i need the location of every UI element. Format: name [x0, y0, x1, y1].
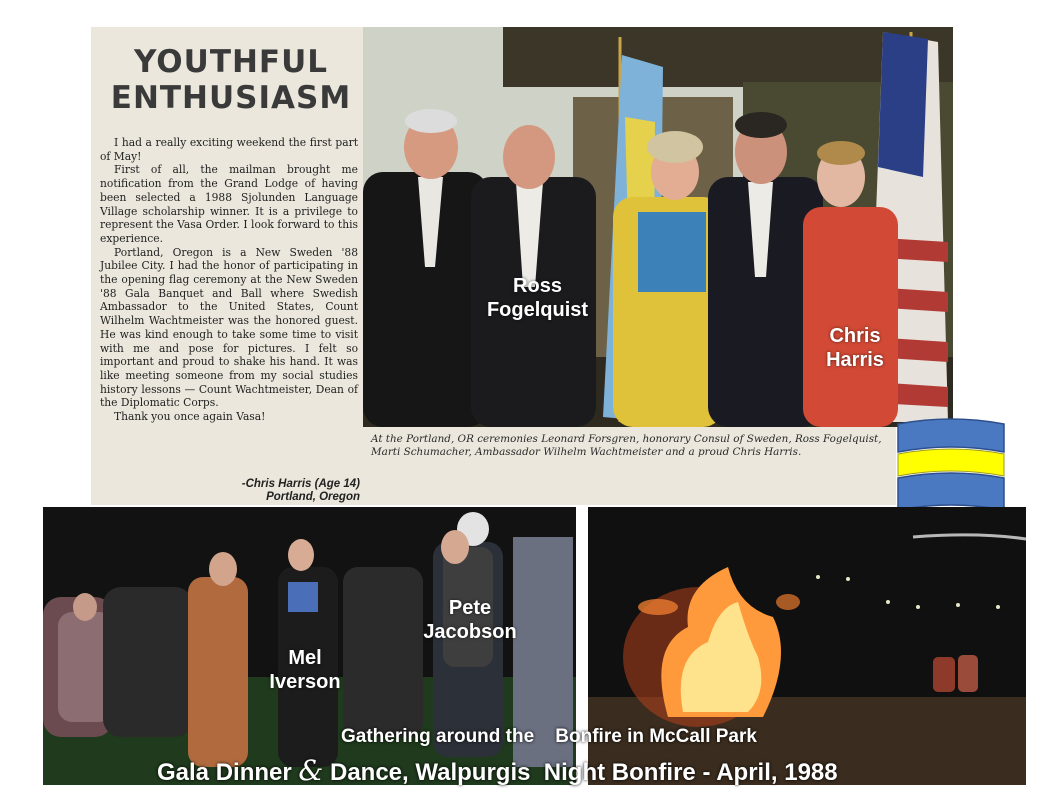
label-line: Jacobson — [423, 621, 517, 643]
article-headline — [100, 44, 362, 116]
label-line: Harris — [826, 349, 884, 371]
label-line: Chris — [829, 325, 881, 347]
signature-location: Portland, Oregon — [266, 491, 360, 503]
label-line: Mel — [288, 647, 322, 669]
label-mel-iverson — [255, 646, 355, 694]
swedish-flag-icon — [896, 418, 1006, 514]
event-title-part-2: Dance, Walpurgis Night Bonfire - April, 1988 — [323, 759, 838, 786]
article-paragraph: Portland, Oregon is a New Sweden '88 Jubilee City. I had the honor of participating in the opening flag ceremony at the New Sweden '88 Gala Banquet and Ball where Swedish Ambassador to the United States, Count Wilhelm Wachtmeister was the honored guest. He was kind enough to take some time to visit with me and pose for pictures. I felt so important and proud to shake his hand. It was like meeting someone from my social studies history lessons — Count Wachtmeister, Dean of the Diplomatic Corps. — [100, 245, 358, 410]
headline-line-2: ENTHUSIASM — [110, 80, 352, 116]
label-line: Fogelquist — [486, 299, 589, 321]
label-chris-harris — [815, 324, 895, 372]
article-paragraph: I had a really exciting weekend the first part of May! — [100, 136, 358, 163]
article-paragraph: First of all, the mailman brought me notification from the Grand Lodge of having been selected a 1988 Sjolunden Language Village scholarship winner. It is a privilege to represent the Vasa Order. I look forward to this experience. — [100, 163, 358, 245]
article-paragraph: Thank you once again Vasa! — [114, 410, 266, 424]
ampersand-glyph: & — [298, 754, 324, 787]
event-title — [157, 754, 937, 787]
event-title-part-1: Gala Dinner — [157, 759, 299, 786]
photo-caption: At the Portland, OR ceremonies Leonard Forsgren, honorary Consul of Sweden, Ross Fogelquist, Marti Schumacher, Ambassador Wilhelm Wachtmeister and a proud Chris Harris. — [371, 433, 882, 459]
label-line: Ross — [513, 275, 562, 297]
label-pete-jacobson — [410, 596, 530, 644]
label-ross-fogelquist — [475, 274, 600, 322]
label-line: Pete — [448, 597, 492, 619]
headline-line-1: YOUTHFUL — [133, 44, 329, 80]
signature-name: -Chris Harris (Age 14) — [241, 478, 360, 490]
article-body — [100, 136, 358, 424]
gathering-caption: Gathering around the Bonfire in McCall Park — [341, 726, 757, 747]
label-line: Iverson — [269, 671, 341, 693]
article-signature — [190, 478, 360, 504]
